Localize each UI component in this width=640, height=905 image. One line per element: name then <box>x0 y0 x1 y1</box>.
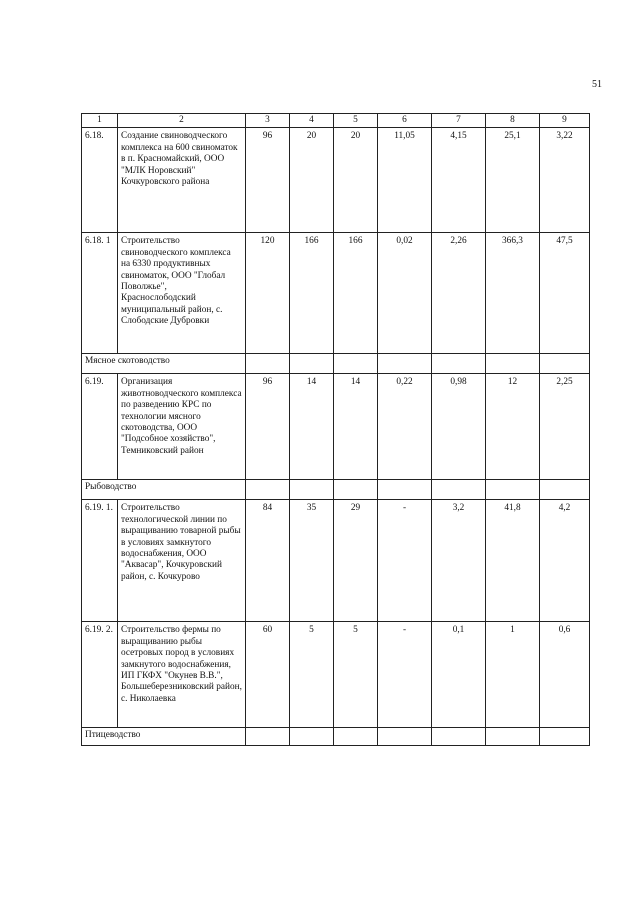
table-row <box>82 500 590 622</box>
cell-col6: 0,22 <box>378 374 432 480</box>
cell-col3: 120 <box>246 233 290 354</box>
cell-col8: 25,1 <box>486 128 540 233</box>
cell-col7: 4,15 <box>432 128 486 233</box>
column-number: 2 <box>118 114 246 128</box>
section-title: Мясное скотоводство <box>82 354 246 374</box>
column-number: 7 <box>432 114 486 128</box>
cell-col8: 41,8 <box>486 500 540 622</box>
cell-col9: 2,25 <box>540 374 590 480</box>
project-name: Строительство фермы по выращиванию рыбы осетровых пород в условиях замкнутого водоснабжения, ИП ГКФХ "Окунев В.В.", Большеберезниковский район, с. Николаевка <box>118 622 246 728</box>
cell-col9: 3,22 <box>540 128 590 233</box>
column-number: 3 <box>246 114 290 128</box>
cell-col5: 20 <box>334 128 378 233</box>
project-name: Организация животноводческого комплекса по разведению КРС по технологии мясного скотоводства, ООО "Подсобное хозяйство", Темниковский район <box>118 374 246 480</box>
project-name: Создание свиноводческого комплекса на 600 свиноматок в п. Красномайский, ООО "МЛК Норовский" Кочкуровского района <box>118 128 246 233</box>
section-title: Рыбоводство <box>82 480 246 500</box>
cell-col7: 0,98 <box>432 374 486 480</box>
column-number: 4 <box>290 114 334 128</box>
project-name: Строительство свиноводческого комплекса на 6330 продуктивных свиноматок, ООО "Глобал Поволжье", Краснослободский муниципальный район, с. Слободские Дубровки <box>118 233 246 354</box>
table-row <box>82 128 590 233</box>
table-row <box>82 374 590 480</box>
section-title: Птицеводство <box>82 728 246 746</box>
cell-col9: 0,6 <box>540 622 590 728</box>
cell-col6: - <box>378 500 432 622</box>
cell-col5: 29 <box>334 500 378 622</box>
row-code: 6.18. 1 <box>82 233 118 354</box>
column-number: 8 <box>486 114 540 128</box>
cell-col4: 35 <box>290 500 334 622</box>
cell-col4: 5 <box>290 622 334 728</box>
project-name: Строительство технологической линии по выращиванию товарной рыбы в условиях замкнутого водоснабжения, ООО "Аквасар", Кочкуровский район, с. Кочкурово <box>118 500 246 622</box>
row-code: 6.19. <box>82 374 118 480</box>
section-row <box>82 354 590 374</box>
column-number-row <box>82 114 590 128</box>
column-number: 5 <box>334 114 378 128</box>
cell-col9: 4,2 <box>540 500 590 622</box>
cell-col3: 96 <box>246 128 290 233</box>
column-number: 6 <box>378 114 432 128</box>
section-row <box>82 728 590 746</box>
cell-col6: 11,05 <box>378 128 432 233</box>
cell-col7: 2,26 <box>432 233 486 354</box>
table-row <box>82 233 590 354</box>
cell-col5: 14 <box>334 374 378 480</box>
cell-col8: 366,3 <box>486 233 540 354</box>
cell-col3: 60 <box>246 622 290 728</box>
row-code: 6.19. 2. <box>82 622 118 728</box>
row-code: 6.19. 1. <box>82 500 118 622</box>
cell-col5: 166 <box>334 233 378 354</box>
cell-col5: 5 <box>334 622 378 728</box>
column-number: 9 <box>540 114 590 128</box>
cell-col3: 96 <box>246 374 290 480</box>
cell-col7: 3,2 <box>432 500 486 622</box>
cell-col6: 0,02 <box>378 233 432 354</box>
table-row <box>82 622 590 728</box>
page-number: 51 <box>592 79 602 90</box>
cell-col8: 12 <box>486 374 540 480</box>
cell-col7: 0,1 <box>432 622 486 728</box>
column-number: 1 <box>82 114 118 128</box>
row-code: 6.18. <box>82 128 118 233</box>
section-row <box>82 480 590 500</box>
cell-col4: 166 <box>290 233 334 354</box>
cell-col3: 84 <box>246 500 290 622</box>
investment-projects-table <box>81 113 590 746</box>
cell-col8: 1 <box>486 622 540 728</box>
cell-col4: 20 <box>290 128 334 233</box>
cell-col9: 47,5 <box>540 233 590 354</box>
cell-col6: - <box>378 622 432 728</box>
cell-col4: 14 <box>290 374 334 480</box>
